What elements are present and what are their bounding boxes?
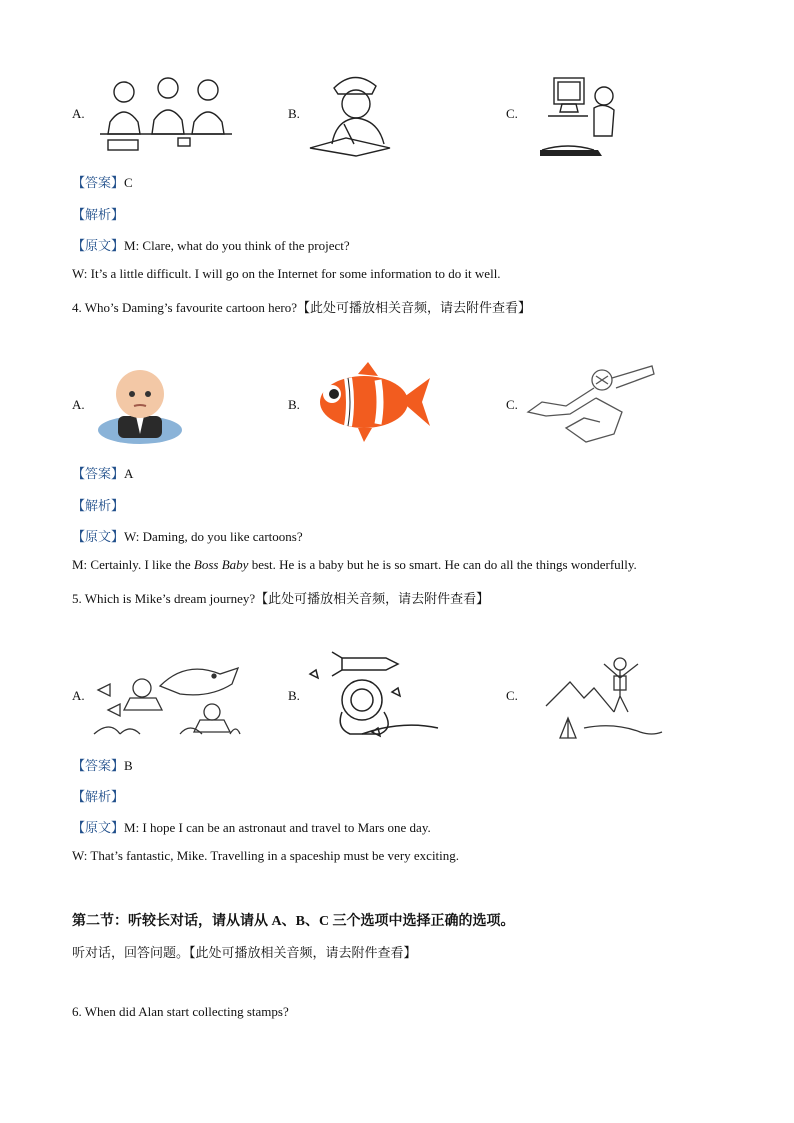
option-c-label: C. [506, 106, 518, 121]
option-a-label: A. [72, 688, 85, 703]
transcript-line: W: That’s fantastic, Mike. Travelling in a spaceship must be very exciting. [72, 848, 460, 863]
answer-value: A [124, 466, 134, 481]
transcript-tag: 【原文】 [72, 820, 125, 835]
transcript-line: W: It’s a little difficult. I will go on the Internet for some information to do it well. [72, 266, 501, 281]
clownfish-image [308, 360, 432, 444]
transcript-tag: 【原文】 [72, 238, 125, 253]
option-b-label: B. [288, 106, 300, 121]
transcript-line [72, 817, 431, 836]
analysis-tag: 【解析】 [72, 207, 125, 222]
astronaut-image [306, 648, 442, 740]
transcript-text: M: I hope I can be an astronaut and travel to Mars one day. [124, 820, 431, 835]
transcript-tag: 【原文】 [72, 529, 125, 544]
answer-line [72, 172, 133, 191]
option-c-label: C. [506, 397, 518, 412]
answer-tag: 【答案】 [72, 466, 125, 481]
analysis-tag: 【解析】 [72, 789, 125, 804]
transcript-text: M: Certainly. I like the [72, 557, 194, 572]
computer-user-image [538, 72, 628, 158]
answer-tag: 【答案】 [72, 175, 125, 190]
answer-tag: 【答案】 [72, 758, 125, 773]
people-talking-image [96, 72, 236, 154]
option-a-label: A. [72, 106, 85, 121]
transcript-text: best. He is a baby but he is so smart. He can do all the things wonderfully. [248, 557, 637, 572]
option-b-label: B. [288, 397, 300, 412]
question-text: 4. Who’s Daming’s favourite cartoon hero?【此处可播放相关音频，请去附件查看】 [72, 300, 532, 315]
analysis-tag: 【解析】 [72, 498, 125, 513]
student-writing-image [306, 68, 402, 158]
transcript-text: W: Daming, do you like cartoons? [124, 529, 303, 544]
option-b-label: B. [288, 688, 300, 703]
answer-value: B [124, 758, 133, 773]
question-text: 6. When did Alan start collecting stamps? [72, 1004, 289, 1019]
transcript-line [72, 557, 637, 573]
option-c-label: C. [506, 688, 518, 703]
option-a-label: A. [72, 397, 85, 412]
boss-baby-image [96, 364, 184, 444]
answer-line [72, 463, 133, 482]
title-italic: Boss Baby [193, 557, 249, 572]
answer-line [72, 755, 133, 774]
transcript-text: M: Clare, what do you think of the project? [124, 238, 350, 253]
section-heading: 第二节：听较长对话，请从请从 A、B、C 三个选项中选择正确的选项。 [72, 914, 515, 929]
transcript-line [72, 526, 303, 545]
transcript-line [72, 235, 350, 254]
spiderman-image [526, 362, 656, 446]
mountain-hiker-image [544, 652, 664, 740]
question-text: 5. Which is Mike’s dream journey?【此处可播放相关音频，请去附件查看】 [72, 591, 490, 606]
underwater-diving-image [90, 654, 242, 738]
answer-value: C [124, 175, 133, 190]
section-instruction: 听对话，回答问题。【此处可播放相关音频，请去附件查看】 [72, 945, 417, 960]
